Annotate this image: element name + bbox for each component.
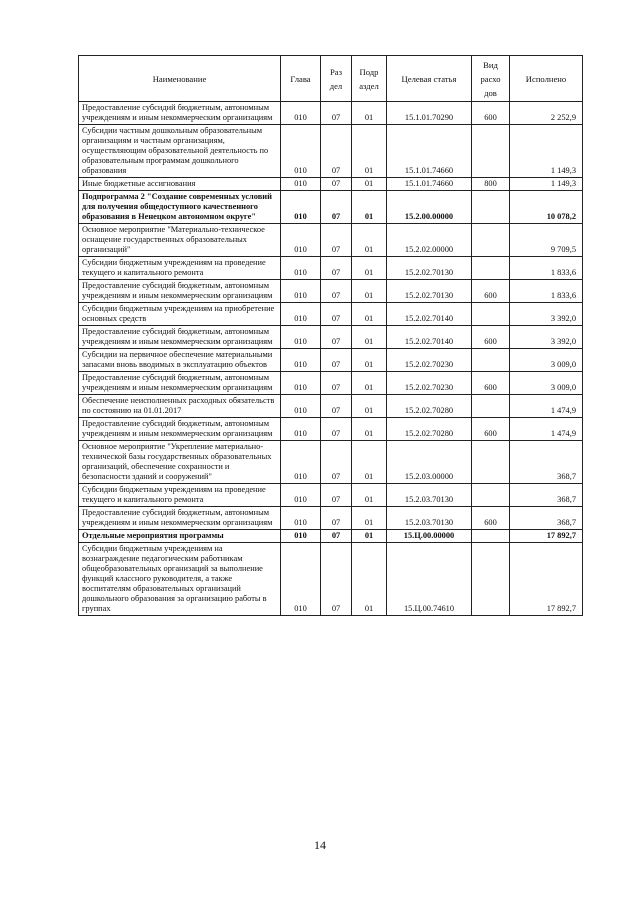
cell-target: 15.2.03.00000 <box>387 441 472 484</box>
cell-section: 07 <box>321 125 352 178</box>
cell-name: Обеспечение неисполненных расходных обязательств по состоянию на 01.01.2017 <box>79 395 281 418</box>
cell-kind: 600 <box>472 372 510 395</box>
cell-executed: 1 833,6 <box>510 257 583 280</box>
cell-name: Субсидии частным дошкольным образовательным организациям и частным организациям, осуществляющим образовательной деятельность по образовательным программам дошкольного образования <box>79 125 281 178</box>
cell-target: 15.1.01.74660 <box>387 125 472 178</box>
cell-section: 07 <box>321 507 352 530</box>
cell-executed: 1 149,3 <box>510 125 583 178</box>
cell-subsection: 01 <box>352 395 387 418</box>
header-name: Наименование <box>79 56 281 102</box>
cell-chapter: 010 <box>281 395 321 418</box>
table-row <box>79 395 583 418</box>
table-row <box>79 178 583 191</box>
table-row <box>79 372 583 395</box>
cell-subsection: 01 <box>352 484 387 507</box>
cell-chapter: 010 <box>281 441 321 484</box>
header-kind: Вид расхо дов <box>472 56 510 102</box>
cell-name: Предоставление субсидий бюджетным, автономным учреждениям и иным некоммерческим организациям <box>79 418 281 441</box>
cell-executed: 3 009,0 <box>510 349 583 372</box>
cell-chapter: 010 <box>281 303 321 326</box>
table-header-row <box>79 56 583 102</box>
table-row <box>79 507 583 530</box>
cell-executed: 10 078,2 <box>510 191 583 224</box>
cell-section: 07 <box>321 395 352 418</box>
cell-chapter: 010 <box>281 280 321 303</box>
cell-subsection: 01 <box>352 280 387 303</box>
cell-target: 15.2.00.00000 <box>387 191 472 224</box>
table-row <box>79 326 583 349</box>
cell-name: Отдельные мероприятия программы <box>79 530 281 543</box>
cell-subsection: 01 <box>352 507 387 530</box>
header-section: Раз дел <box>321 56 352 102</box>
table-row <box>79 125 583 178</box>
cell-section: 07 <box>321 224 352 257</box>
cell-section: 07 <box>321 530 352 543</box>
cell-kind: 800 <box>472 178 510 191</box>
cell-subsection: 01 <box>352 441 387 484</box>
cell-executed: 17 892,7 <box>510 543 583 616</box>
cell-section: 07 <box>321 441 352 484</box>
cell-name: Основное мероприятие "Укрепление материально-технической базы государственных образовательных организаций, обеспечение сохранности и безопасности зданий и сооружений" <box>79 441 281 484</box>
cell-chapter: 010 <box>281 349 321 372</box>
cell-name: Предоставление субсидий бюджетным, автономным учреждениям и иным некоммерческим организациям <box>79 326 281 349</box>
cell-name: Подпрограмма 2 "Создание современных условий для получения общедоступного качественного образования в Ненецком автономном округе" <box>79 191 281 224</box>
cell-subsection: 01 <box>352 102 387 125</box>
header-subsection: Подр аздел <box>352 56 387 102</box>
cell-executed: 3 392,0 <box>510 326 583 349</box>
cell-name: Субсидии на первичное обеспечение материальными запасами вновь вводимых в эксплуатацию объектов <box>79 349 281 372</box>
table-row <box>79 102 583 125</box>
cell-chapter: 010 <box>281 530 321 543</box>
cell-chapter: 010 <box>281 257 321 280</box>
cell-section: 07 <box>321 280 352 303</box>
budget-table <box>78 55 583 616</box>
cell-target: 15.2.02.70130 <box>387 257 472 280</box>
cell-chapter: 010 <box>281 224 321 257</box>
cell-target: 15.2.02.70130 <box>387 280 472 303</box>
table-row <box>79 441 583 484</box>
cell-section: 07 <box>321 372 352 395</box>
cell-section: 07 <box>321 484 352 507</box>
cell-section: 07 <box>321 303 352 326</box>
cell-executed: 368,7 <box>510 507 583 530</box>
cell-section: 07 <box>321 418 352 441</box>
cell-chapter: 010 <box>281 178 321 191</box>
cell-target: 15.Ц.00.74610 <box>387 543 472 616</box>
header-target: Целевая статья <box>387 56 472 102</box>
cell-chapter: 010 <box>281 418 321 441</box>
cell-name: Субсидии бюджетным учреждениям на приобретение основных средств <box>79 303 281 326</box>
table-row <box>79 257 583 280</box>
cell-chapter: 010 <box>281 125 321 178</box>
cell-kind <box>472 303 510 326</box>
cell-kind <box>472 441 510 484</box>
cell-kind <box>472 349 510 372</box>
cell-name: Предоставление субсидий бюджетным, автономным учреждениям и иным некоммерческим организациям <box>79 280 281 303</box>
cell-kind <box>472 224 510 257</box>
cell-name: Предоставление субсидий бюджетным, автономным учреждениям и иным некоммерческим организациям <box>79 372 281 395</box>
cell-name: Субсидии бюджетным учреждениям на проведение текущего и капитального ремонта <box>79 484 281 507</box>
cell-name: Субсидии бюджетным учреждениям на проведение текущего и капитального ремонта <box>79 257 281 280</box>
cell-chapter: 010 <box>281 326 321 349</box>
table-row <box>79 191 583 224</box>
cell-subsection: 01 <box>352 224 387 257</box>
cell-target: 15.2.02.00000 <box>387 224 472 257</box>
cell-name: Иные бюджетные ассигнования <box>79 178 281 191</box>
cell-executed: 3 009,0 <box>510 372 583 395</box>
cell-kind: 600 <box>472 418 510 441</box>
cell-target: 15.1.01.70290 <box>387 102 472 125</box>
header-executed: Исполнено <box>510 56 583 102</box>
cell-name: Основное мероприятие "Материально-техническое оснащение государственных образовательных организаций" <box>79 224 281 257</box>
cell-subsection: 01 <box>352 178 387 191</box>
cell-target: 15.2.02.70140 <box>387 303 472 326</box>
cell-subsection: 01 <box>352 530 387 543</box>
cell-name: Предоставление субсидий бюджетным, автономным учреждениям и иным некоммерческим организациям <box>79 507 281 530</box>
cell-kind <box>472 257 510 280</box>
cell-subsection: 01 <box>352 349 387 372</box>
cell-executed: 368,7 <box>510 441 583 484</box>
cell-kind <box>472 191 510 224</box>
cell-subsection: 01 <box>352 191 387 224</box>
cell-target: 15.2.03.70130 <box>387 507 472 530</box>
cell-executed: 368,7 <box>510 484 583 507</box>
table-row <box>79 349 583 372</box>
cell-chapter: 010 <box>281 372 321 395</box>
cell-executed: 1 833,6 <box>510 280 583 303</box>
cell-section: 07 <box>321 257 352 280</box>
cell-kind <box>472 530 510 543</box>
table-row <box>79 484 583 507</box>
cell-section: 07 <box>321 349 352 372</box>
cell-subsection: 01 <box>352 372 387 395</box>
cell-executed: 17 892,7 <box>510 530 583 543</box>
cell-name: Предоставление субсидий бюджетным, автономным учреждениям и иным некоммерческим организациям <box>79 102 281 125</box>
cell-subsection: 01 <box>352 326 387 349</box>
cell-kind: 600 <box>472 507 510 530</box>
cell-kind: 600 <box>472 102 510 125</box>
table-row <box>79 224 583 257</box>
cell-section: 07 <box>321 543 352 616</box>
cell-section: 07 <box>321 102 352 125</box>
cell-executed: 9 709,5 <box>510 224 583 257</box>
cell-kind <box>472 395 510 418</box>
cell-kind <box>472 484 510 507</box>
cell-chapter: 010 <box>281 507 321 530</box>
table-body <box>79 102 583 616</box>
cell-target: 15.2.03.70130 <box>387 484 472 507</box>
cell-subsection: 01 <box>352 303 387 326</box>
cell-executed: 1 474,9 <box>510 395 583 418</box>
cell-section: 07 <box>321 191 352 224</box>
cell-target: 15.1.01.74660 <box>387 178 472 191</box>
table-row <box>79 418 583 441</box>
table-row <box>79 543 583 616</box>
cell-section: 07 <box>321 178 352 191</box>
cell-section: 07 <box>321 326 352 349</box>
table-row <box>79 303 583 326</box>
cell-subsection: 01 <box>352 418 387 441</box>
cell-executed: 3 392,0 <box>510 303 583 326</box>
cell-target: 15.Ц.00.00000 <box>387 530 472 543</box>
cell-kind <box>472 543 510 616</box>
cell-name: Субсидии бюджетным учреждениям на вознаграждение педагогическим работникам общеобразовательных организаций за выполнение функций классного руководителя, а также воспитателям образовательных организаций дошкольного образования за организацию работы в группах <box>79 543 281 616</box>
cell-kind: 600 <box>472 280 510 303</box>
cell-executed: 2 252,9 <box>510 102 583 125</box>
header-chapter: Глава <box>281 56 321 102</box>
cell-subsection: 01 <box>352 257 387 280</box>
page-number: 14 <box>314 838 326 852</box>
cell-subsection: 01 <box>352 125 387 178</box>
cell-chapter: 010 <box>281 102 321 125</box>
cell-executed: 1 149,3 <box>510 178 583 191</box>
table-row <box>79 280 583 303</box>
cell-target: 15.2.02.70140 <box>387 326 472 349</box>
cell-executed: 1 474,9 <box>510 418 583 441</box>
cell-chapter: 010 <box>281 484 321 507</box>
cell-subsection: 01 <box>352 543 387 616</box>
cell-chapter: 010 <box>281 191 321 224</box>
cell-kind <box>472 125 510 178</box>
cell-target: 15.2.02.70230 <box>387 349 472 372</box>
cell-kind: 600 <box>472 326 510 349</box>
cell-chapter: 010 <box>281 543 321 616</box>
cell-target: 15.2.02.70280 <box>387 395 472 418</box>
cell-target: 15.2.02.70230 <box>387 372 472 395</box>
cell-target: 15.2.02.70280 <box>387 418 472 441</box>
table-row <box>79 530 583 543</box>
